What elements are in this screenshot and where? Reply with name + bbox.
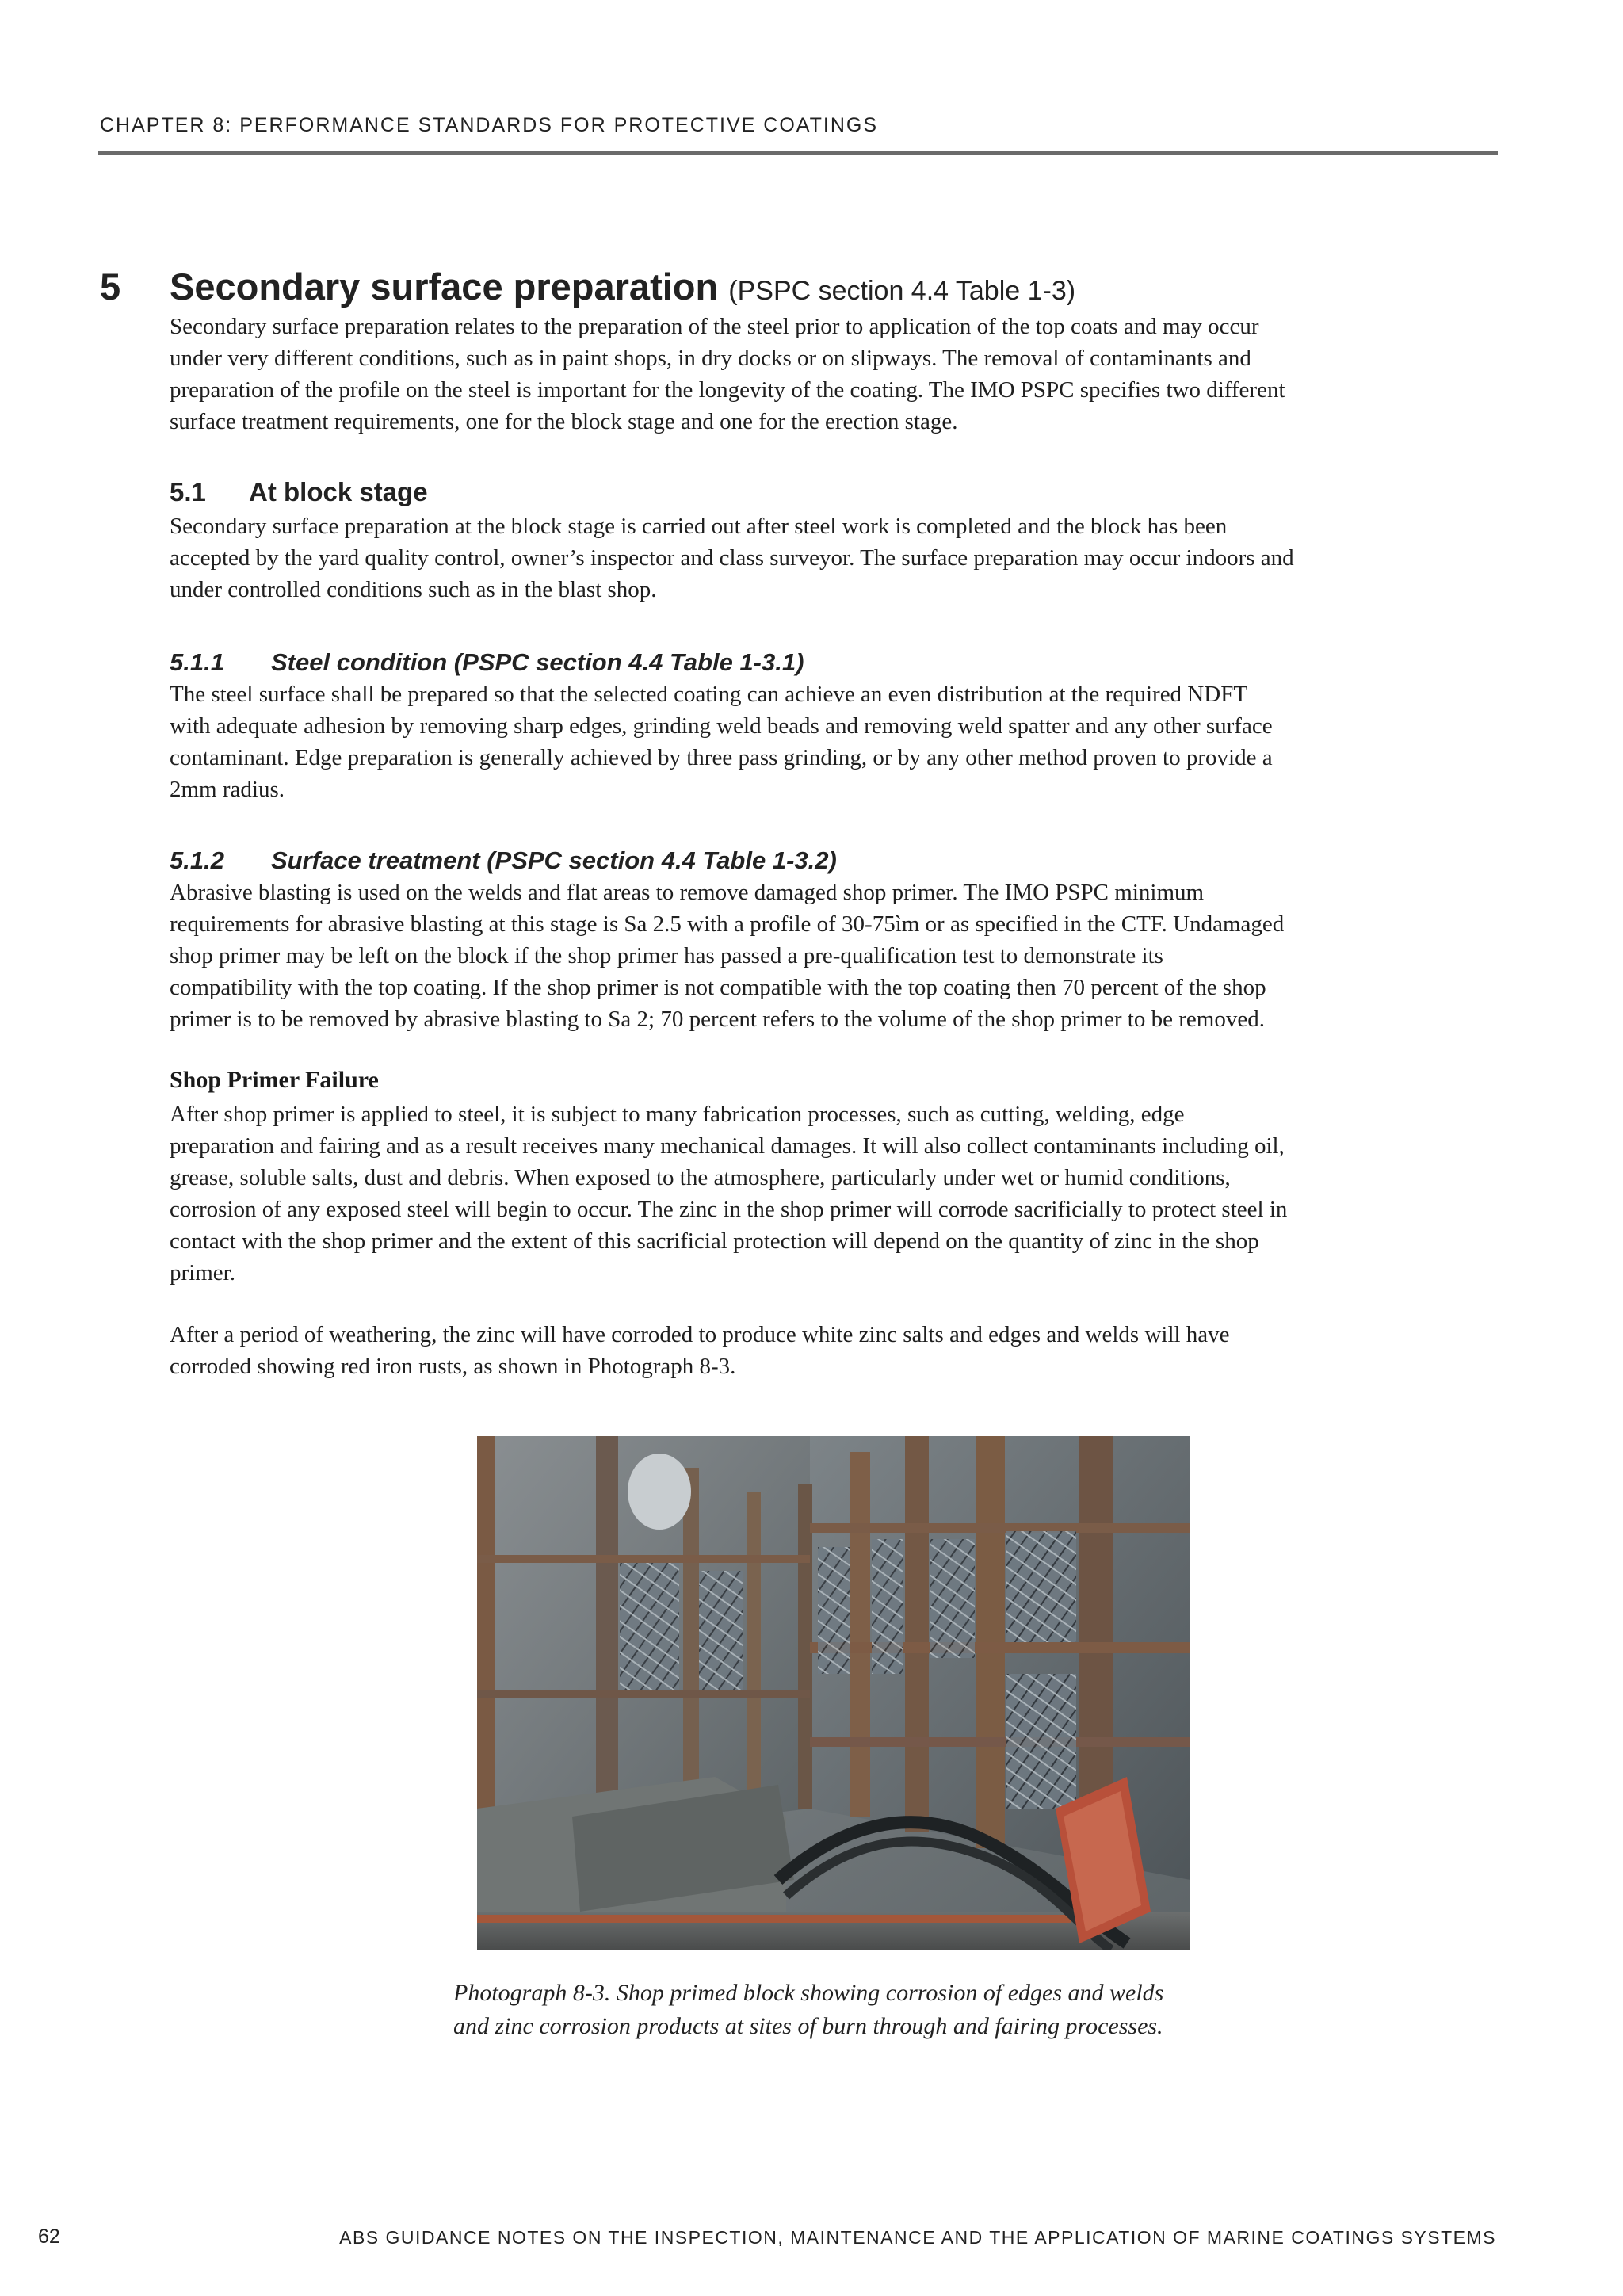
paragraph-line: corrosion of any exposed steel will begin to occur. The zinc in the shop primer will corrode sacrificially to protect steel in bbox=[170, 1197, 1288, 1222]
paragraph-line: After shop primer is applied to steel, it is subject to many fabrication processes, such as cutting, welding, edge bbox=[170, 1102, 1185, 1127]
subsection-5-1-body bbox=[170, 510, 1497, 606]
intro-line: preparation of the profile on the steel is important for the longevity of the coating. The IMO PSPC specifies two different bbox=[170, 377, 1285, 403]
photo-caption bbox=[453, 1977, 1214, 2043]
paragraph-line: Secondary surface preparation at the block stage is carried out after steel work is completed and the block has been bbox=[170, 514, 1228, 539]
subsection-5-1-2-body bbox=[170, 877, 1497, 1035]
intro-line: Secondary surface preparation relates to the preparation of the steel prior to application of the top coats and may occur bbox=[170, 314, 1259, 339]
intro-line: surface treatment requirements, one for the block stage and one for the erection stage. bbox=[170, 409, 958, 434]
shop-primer-failure-para1 bbox=[170, 1098, 1497, 1289]
subsection-5-1-1-heading bbox=[170, 648, 804, 677]
shop-primer-failure-heading: Shop Primer Failure bbox=[170, 1067, 379, 1093]
section-title bbox=[170, 265, 1075, 308]
paragraph-line: shop primer may be left on the block if the shop primer has passed a pre-qualification test to demonstrate its bbox=[170, 943, 1163, 968]
paragraph-line: The steel surface shall be prepared so that the selected coating can achieve an even distribution at the required NDFT bbox=[170, 682, 1248, 707]
paragraph-line: contact with the shop primer and the extent of this sacrificial protection will depend on the quantity of zinc in the shop bbox=[170, 1228, 1259, 1254]
subsection-title: At block stage bbox=[249, 477, 428, 506]
section-title-ref: (PSPC section 4.4 Table 1-3) bbox=[728, 276, 1076, 306]
subsection-title: Steel condition (PSPC section 4.4 Table 1-3.1) bbox=[271, 648, 804, 676]
intro-line: under very different conditions, such as in paint shops, in dry docks or on slipways. The removal of contaminants and bbox=[170, 346, 1251, 371]
caption-line: and zinc corrosion products at sites of burn through and fairing processes. bbox=[453, 2013, 1163, 2039]
paragraph-line: compatibility with the top coating. If the shop primer is not compatible with the top coating then 70 percent of the shop bbox=[170, 975, 1266, 1000]
shop-primer-failure-para2 bbox=[170, 1319, 1497, 1382]
paragraph-line: corroded showing red iron rusts, as shown in Photograph 8-3. bbox=[170, 1354, 736, 1379]
subsection-5-1-1-body bbox=[170, 678, 1497, 805]
section-intro bbox=[170, 311, 1497, 437]
paragraph-line: accepted by the yard quality control, owner’s inspector and class surveyor. The surface preparation may occur indoors and bbox=[170, 545, 1294, 571]
paragraph-line: with adequate adhesion by removing sharp edges, grinding weld beads and removing weld spatter and any other surface bbox=[170, 713, 1273, 739]
photograph-shop-primed-block bbox=[477, 1436, 1190, 1950]
paragraph-line: under controlled conditions such as in the blast shop. bbox=[170, 577, 657, 602]
paragraph-line: primer. bbox=[170, 1260, 235, 1286]
paragraph-line: preparation and fairing and as a result receives many mechanical damages. It will also collect contaminants including oil, bbox=[170, 1133, 1285, 1159]
subsection-number: 5.1.2 bbox=[170, 846, 224, 874]
paragraph-line: primer is to be removed by abrasive blasting to Sa 2; 70 percent refers to the volume of the shop primer to be removed. bbox=[170, 1007, 1265, 1032]
footer-title: ABS GUIDANCE NOTES ON THE INSPECTION, MAINTENANCE AND THE APPLICATION OF MARINE COATINGS SYSTEMS bbox=[339, 2227, 1496, 2248]
paragraph-line: contaminant. Edge preparation is generally achieved by three pass grinding, or by any other method proven to provide a bbox=[170, 745, 1273, 770]
page-number: 62 bbox=[38, 2225, 60, 2248]
caption-line: Photograph 8-3. Shop primed block showing corrosion of edges and welds bbox=[453, 1980, 1164, 2006]
subsection-5-1-2-heading bbox=[170, 846, 837, 875]
subsection-title: Surface treatment (PSPC section 4.4 Table 1-3.2) bbox=[271, 846, 837, 874]
paragraph-line: grease, soluble salts, dust and debris. When exposed to the atmosphere, particularly under wet or humid conditions, bbox=[170, 1165, 1231, 1190]
section-number: 5 bbox=[100, 266, 121, 308]
chapter-header: CHAPTER 8: PERFORMANCE STANDARDS FOR PROTECTIVE COATINGS bbox=[100, 114, 878, 136]
paragraph-line: Abrasive blasting is used on the welds and flat areas to remove damaged shop primer. The IMO PSPC minimum bbox=[170, 880, 1205, 905]
section-title-text: Secondary surface preparation bbox=[170, 266, 719, 308]
subsection-5-1-heading bbox=[170, 477, 428, 507]
paragraph-line: After a period of weathering, the zinc will have corroded to produce white zinc salts and edges and welds will have bbox=[170, 1322, 1230, 1347]
paragraph-line: 2mm radius. bbox=[170, 777, 285, 802]
subsection-number: 5.1.1 bbox=[170, 648, 224, 676]
subsection-number: 5.1 bbox=[170, 477, 206, 506]
paragraph-line: requirements for abrasive blasting at this stage is Sa 2.5 with a profile of 30-75ìm or as specified in the CTF. Undamaged bbox=[170, 911, 1285, 937]
header-rule bbox=[98, 151, 1498, 155]
